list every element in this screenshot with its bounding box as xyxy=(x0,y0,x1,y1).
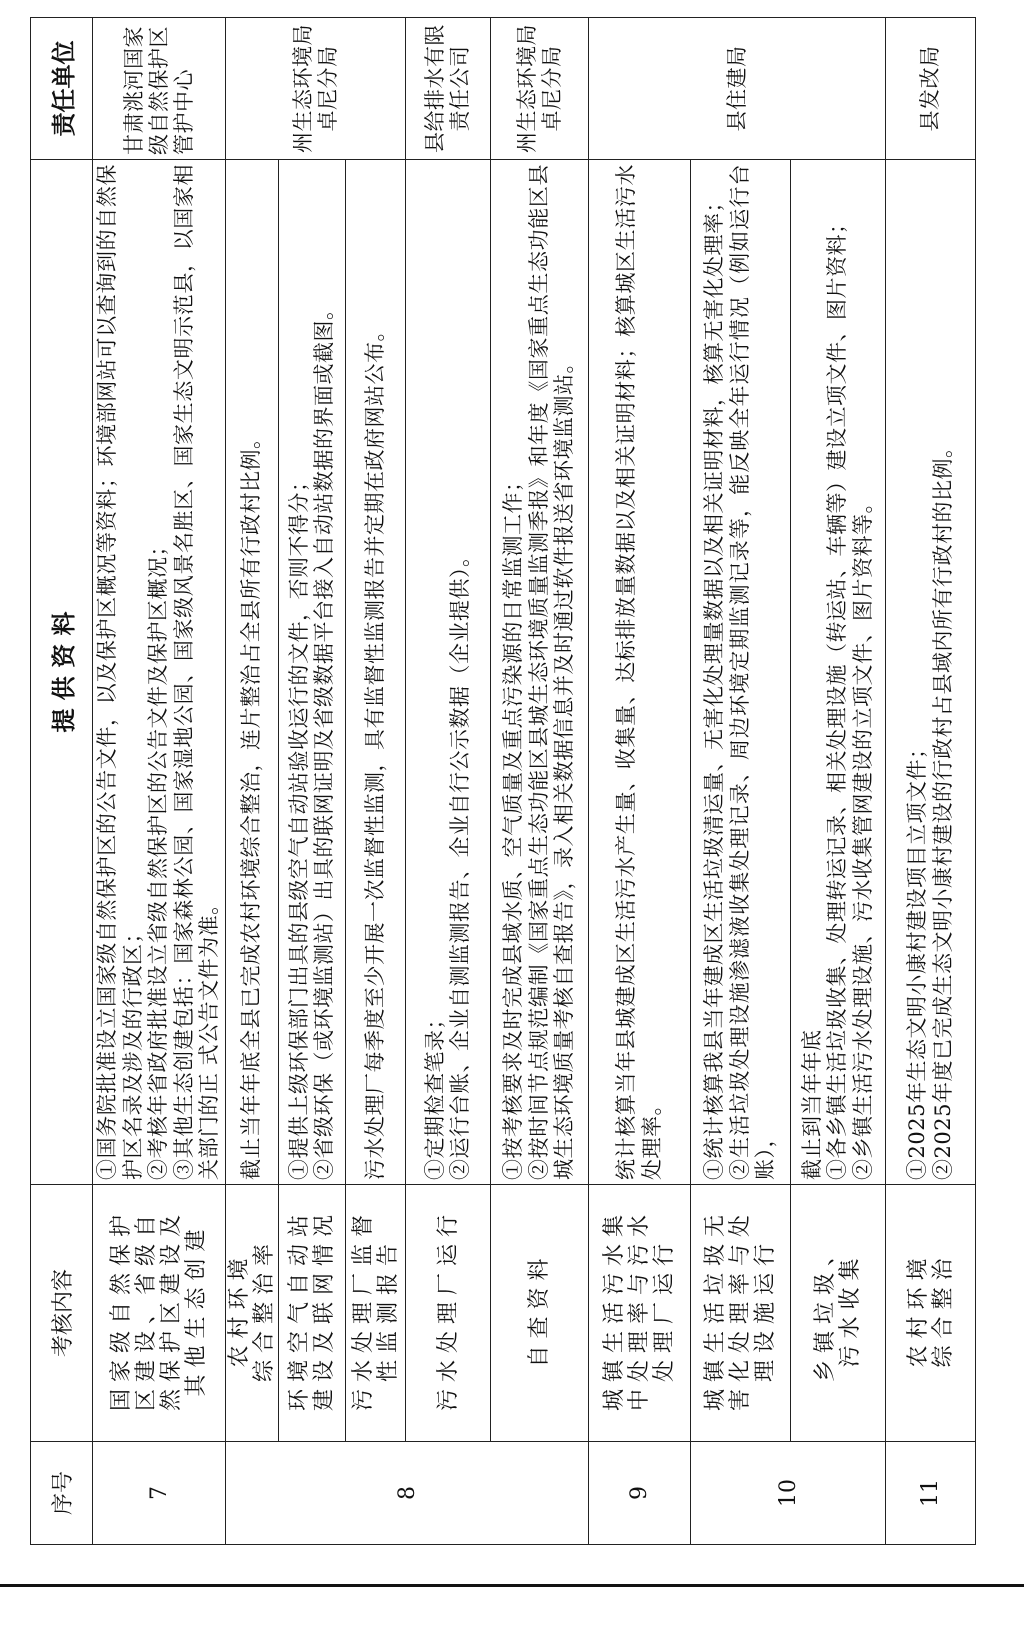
assessment-item: 农村环境 综合整治 xyxy=(886,1185,976,1442)
header-index: 序号 xyxy=(31,1442,93,1545)
table-row xyxy=(406,18,491,1545)
materials-cell xyxy=(346,160,406,1185)
material-entry: 统计核算当年县城建成区生活污水产生量、收集量、达标排放量数据以及相关证明材料；核算城区生活污水处理率。 xyxy=(614,164,664,1180)
table-row xyxy=(491,18,589,1545)
material-entry: ①提供上级环保部门出具的县级空气自动站验收运行的文件，否则不得分； xyxy=(286,470,311,1180)
assessment-table xyxy=(30,17,976,1545)
material-entry: ①统计核算我县当年建成区生活垃圾清运量、无害化处理量数据以及相关证明材料，核算无害化处理率； xyxy=(702,191,727,1180)
table-row xyxy=(279,18,346,1545)
materials-cell xyxy=(279,160,346,1185)
responsible-unit: 甘肃洮河国家级自然保护区管护中心 xyxy=(93,18,226,160)
materials-cell xyxy=(691,160,791,1185)
material-entry: ②省级环保（或环境监测站）出具的联网证明及省级数据平台接入自动站数据的界面或截图。 xyxy=(312,298,336,1180)
table-row xyxy=(346,18,406,1545)
table-row xyxy=(226,18,279,1545)
row-number: 10 xyxy=(691,1442,886,1545)
responsible-unit: 县住建局 xyxy=(589,18,886,160)
materials-cell xyxy=(886,160,976,1185)
responsible-unit: 州生态环境局卓尼分局 xyxy=(491,18,589,160)
header-responsible-unit: 责任单位 xyxy=(31,18,93,160)
assessment-item: 城镇生活垃圾无害化处理率与处理设施运行 xyxy=(691,1185,791,1442)
table-row xyxy=(886,18,976,1545)
material-entry: 截止当年年底全县已完成农村环境综合整治，连片整治占全县所有行政村比例。 xyxy=(239,427,264,1180)
materials-cell xyxy=(93,160,226,1185)
assessment-item: 国家级自然保护区建设、省级自然保护区建设及其他生态创建 xyxy=(93,1185,226,1442)
material-entry: ②考核年省政府批准设立省级自然保护区的公告文件及保护区概况； xyxy=(146,535,171,1180)
table-row xyxy=(691,18,791,1545)
material-entry: ③其他生态创建包括：国家森林公园、国家湿地公园、国家级风景名胜区、国家生态文明示范县，以国家相关部门的正 式公告文件为准。 xyxy=(171,164,222,1180)
assessment-item: 自查资料 xyxy=(491,1185,589,1442)
header-materials: 提 供 资 料 xyxy=(31,160,93,1185)
row-number: 11 xyxy=(886,1442,976,1545)
assessment-item: 城镇生活污水集中处理率与污水处理厂运行 xyxy=(589,1185,691,1442)
materials-cell xyxy=(406,160,491,1185)
header-assessment-item: 考核内容 xyxy=(31,1185,93,1442)
material-entry: ①国务院批准设立国家级自然保护区的公告文件，以及保护区概况等资料；环境部网站可以查询到的自然保护区名录及涉及的行政区； xyxy=(95,164,145,1180)
responsible-unit: 县给排水有限责任公司 xyxy=(406,18,491,160)
material-entry: 污水处理厂每季度至少开展一次监督性监测，具有监督性监测报告并定期在政府网站公布。 xyxy=(362,320,387,1180)
assessment-item: 农村环境 综合整治率 xyxy=(226,1185,279,1442)
materials-cell xyxy=(589,160,691,1185)
material-entry: ①定期检查笔录； xyxy=(422,1008,447,1180)
materials-cell xyxy=(226,160,279,1185)
material-entry: ②2025年度已完成生态文明小康村建设的行政村占县域内所有行政村的比例。 xyxy=(930,436,955,1180)
row-number: 7 xyxy=(93,1442,226,1545)
material-entry: ②按时间节点规范编制《国家重点生态功能区县城生态环境质量监测季报》和年度《国家重点生态功能区县城生态环境质量考核自查报告》，录入相关数据信息并及时通过软件报送省环境监测站。 xyxy=(526,164,577,1180)
page-bottom-rule xyxy=(0,1584,1024,1587)
table-header-row xyxy=(31,18,93,1545)
material-entry: ①2025年生态文明小康村建设项目立项文件； xyxy=(905,737,929,1180)
row-number: 9 xyxy=(589,1442,691,1545)
assessment-item: 污水处理厂运行 xyxy=(406,1185,491,1442)
material-entry: ②乡镇生活污水处理设施、污水收集管网建设的立项文件、图片资料等。 xyxy=(850,492,875,1180)
material-entry: ①各乡镇生活垃圾收集、处理转运记录、相关处理设施（转运站、车辆等）建设立项文件、图片资料； xyxy=(825,212,850,1180)
material-entry: ②运行台账、企业自测监测报告、企业自行公示数据（企业提供）。 xyxy=(448,545,472,1180)
material-entry: ②生活垃圾处理设施渗滤液收集处理记录、周边环境定期监测记录等，能反映全年运行情况（例如运行台账）， xyxy=(727,164,778,1180)
table-row xyxy=(791,18,886,1545)
table-row xyxy=(93,18,226,1545)
assessment-item: 环境空气自动站建设及联网情况 xyxy=(279,1185,346,1442)
responsible-unit: 县发改局 xyxy=(886,18,976,160)
material-entry: 截止到当年年底 xyxy=(799,1029,824,1180)
assessment-item: 污水处理厂监督性监测报告 xyxy=(346,1185,406,1442)
table-row xyxy=(589,18,691,1545)
responsible-unit: 州生态环境局卓尼分局 xyxy=(226,18,406,160)
materials-cell xyxy=(491,160,589,1185)
assessment-item: 乡镇垃圾、 污水收集 xyxy=(791,1185,886,1442)
row-number: 8 xyxy=(226,1442,589,1545)
materials-cell xyxy=(791,160,886,1185)
material-entry: ①按考核要求及时完成县域水质、空气质量及重点污染源的日常监测工作； xyxy=(501,470,526,1180)
